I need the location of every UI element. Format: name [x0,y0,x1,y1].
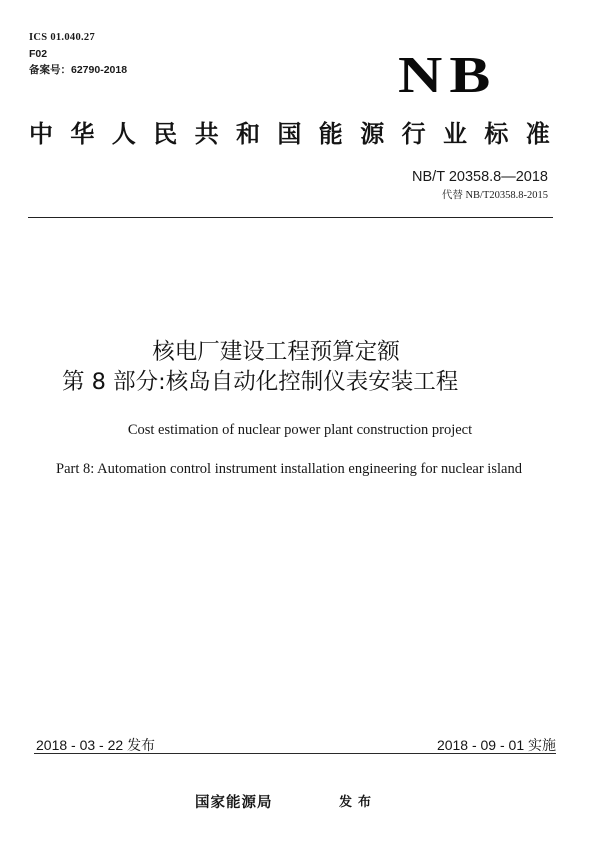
implementation-date [437,737,556,753]
english-title-line-2: Part 8: Automation control instrument installation engineering for nuclear island [56,461,522,477]
replaces-label: 代替 [441,190,463,201]
ccs-code: F02 [29,48,48,60]
standard-number: NB/T 20358.8—2018 [412,169,548,185]
issue-label: 发布 [127,737,156,753]
header-divider [28,217,553,218]
issue-date [36,737,155,753]
english-title-line-1: Cost estimation of nuclear power plant construction project [127,422,473,438]
issuing-authority: 国家能源局 [195,795,273,811]
record-number-line [29,62,127,78]
implement-date-value: 2018 - 09 - 01 [436,737,525,753]
chinese-title-line-2: 第 8 部分:核岛自动化控制仪表安装工程 [62,369,459,395]
standard-category-title: 中华人民共和国能源行业标准 [29,120,568,148]
chinese-title-line-1: 核电厂建设工程预算定额 [152,339,400,365]
footer-divider [34,753,556,754]
issue-date-value: 2018 - 03 - 22 [36,737,124,753]
record-label: 备案号： [29,64,71,76]
nb-logo: NB [398,47,498,104]
ics-code: ICS 01.040.27 [29,32,96,43]
implement-label: 实施 [528,737,556,753]
classification-block [29,30,127,78]
replaces-standard [442,189,548,203]
issuing-action: 发布 [339,795,378,810]
replaces-number: NB/T20358.8-2015 [465,190,548,201]
record-number: 62790-2018 [71,64,128,76]
